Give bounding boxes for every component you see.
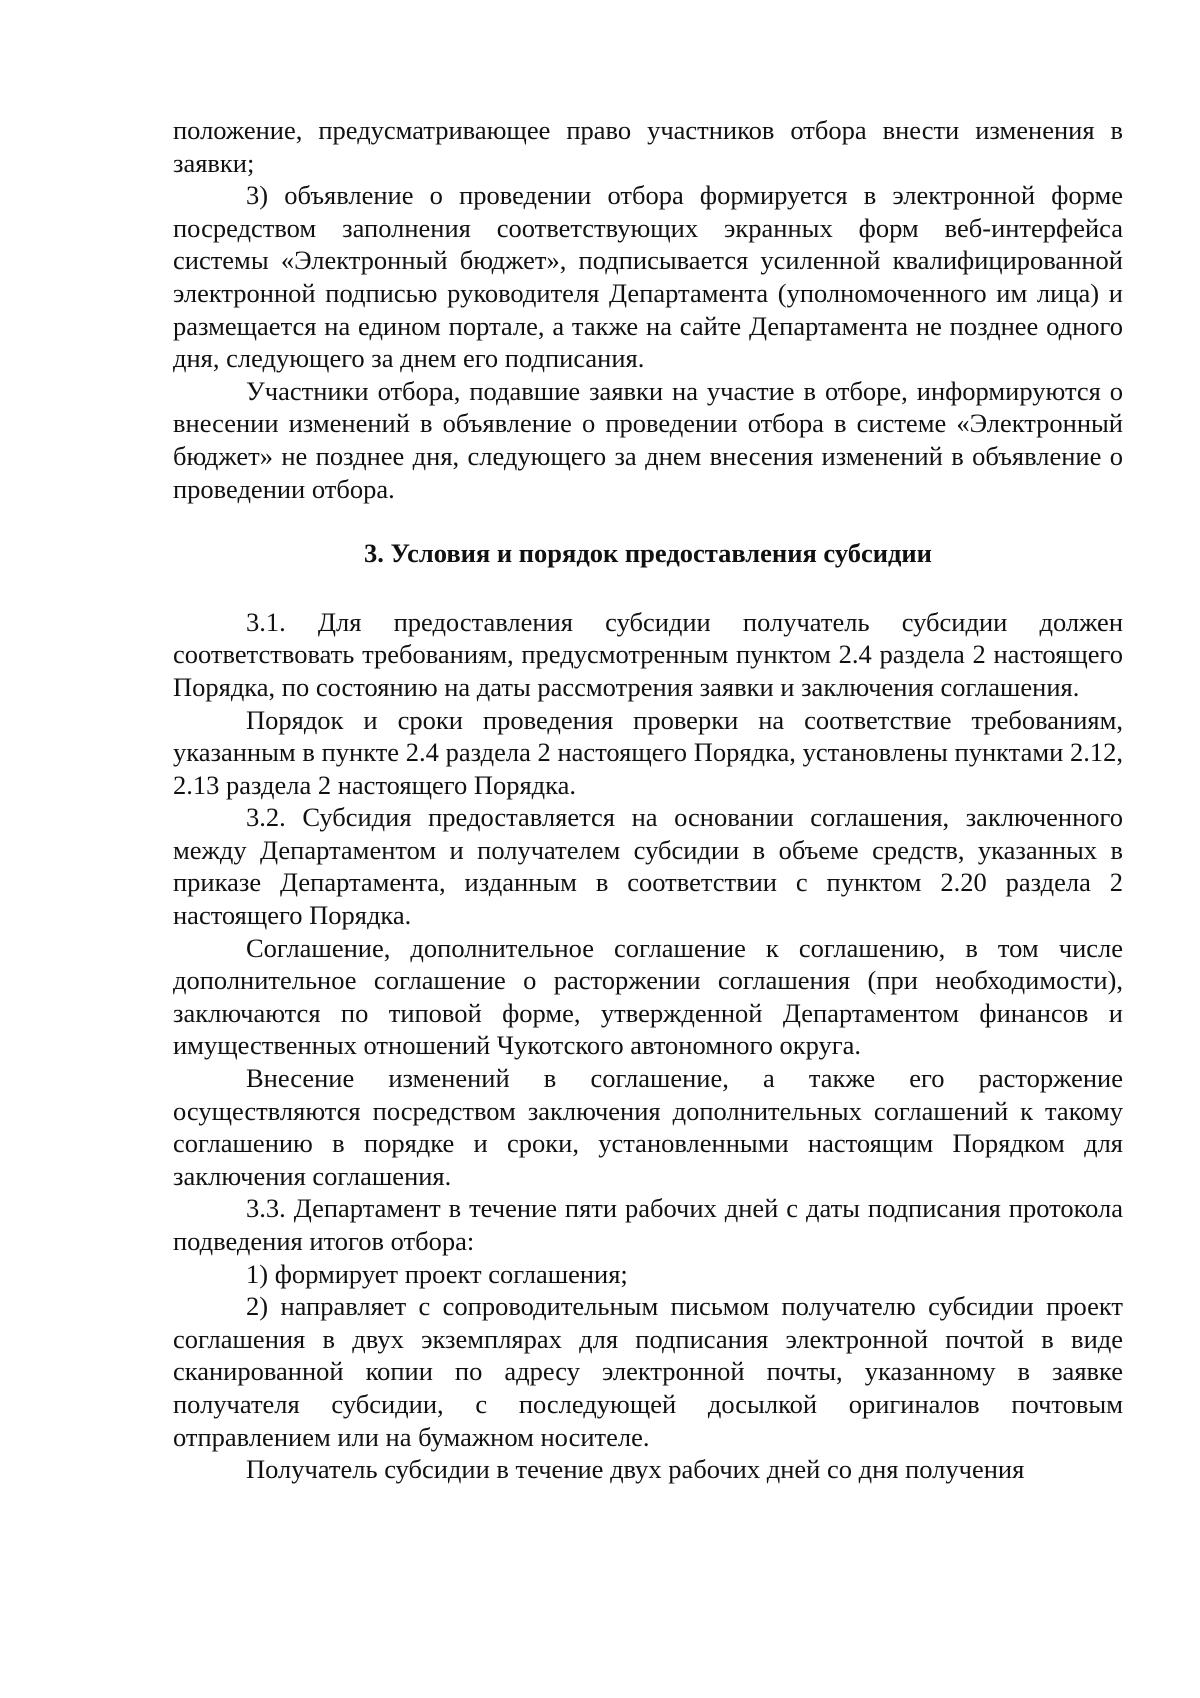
document-page <box>173 114 1123 1486</box>
paragraph-3-3: 3.3. Департамент в течение пяти рабочих дней с даты подписания протокола подведения итогов отбора: <box>173 1193 1123 1256</box>
paragraph-3-1: 3.1. Для предоставления субсидии получатель субсидии должен соответствовать требованиям, предусмотренным пунктом 2.4 раздела 2 настоящего Порядка, по состоянию на даты рассмотрения заявки и заключения соглашения. <box>173 606 1123 702</box>
paragraph-3-2-amendments: Внесение изменений в соглашение, а также его расторжение осуществляются посредством заключения дополнительных соглашений к такому соглашению в порядке и сроки, установленными настоящим Порядком для заключения соглашения. <box>173 1063 1123 1191</box>
paragraph-1: положение, предусматривающее право участников отбора внести изменения в заявки; <box>173 115 1123 178</box>
paragraph-3-2-agreement-form: Соглашение, дополнительное соглашение к соглашению, в том числе дополнительное соглашение о расторжении соглашения (при необходимости), заключаются по типовой форме, утвержденной Департаментом финансов и имущественных отношений Чукотского автономного округа. <box>173 932 1123 1061</box>
paragraph-3: Участники отбора, подавшие заявки на участие в отборе, информируются о внесении изменений в объявление о проведении отбора в системе «Электронный бюджет» не позднее дня, следующего за днем внесения изменений в объявление о проведении отбора. <box>173 375 1123 504</box>
section-heading: 3. Условия и порядок предоставления субсидии <box>364 538 932 569</box>
paragraph-3-1-procedure: Порядок и сроки проведения проверки на соответствие требованиям, указанным в пункте 2.4 раздела 2 настоящего Порядка, установлены пунктами 2.12, 2.13 раздела 2 настоящего Порядка. <box>173 704 1123 800</box>
paragraph-2: 3) объявление о проведении отбора формируется в электронной форме посредством заполнения соответствующих экранных форм веб-интерфейса системы «Электронный бюджет», подписывается усиленной квалифицированной электронной подписью руководителя Департамента (уполномоченного им лица) и размещается на едином портале, а также на сайте Департамента не позднее одного дня, следующего за днем его подписания. <box>173 180 1123 374</box>
paragraph-3-2: 3.2. Субсидия предоставляется на основании соглашения, заключенного между Департаментом и получателем субсидии в объеме средств, указанных в приказе Департамента, изданным в соответствии с пунктом 2.20 раздела 2 настоящего Порядка. <box>173 802 1123 931</box>
paragraph-recipient: Получатель субсидии в течение двух рабочих дней со дня получения <box>246 1454 1025 1485</box>
paragraph-3-3-item-2: 2) направляет с сопроводительным письмом получателю субсидии проект соглашения в двух экземплярах для подписания электронной почтой в виде сканированной копии по адресу электронной почты, указанному в заявке получателя субсидии, с последующей досылкой оригиналов почтовым отправлением или на бумажном носителе. <box>173 1291 1123 1452</box>
paragraph-3-3-item-1: 1) формирует проект соглашения; <box>246 1258 628 1289</box>
